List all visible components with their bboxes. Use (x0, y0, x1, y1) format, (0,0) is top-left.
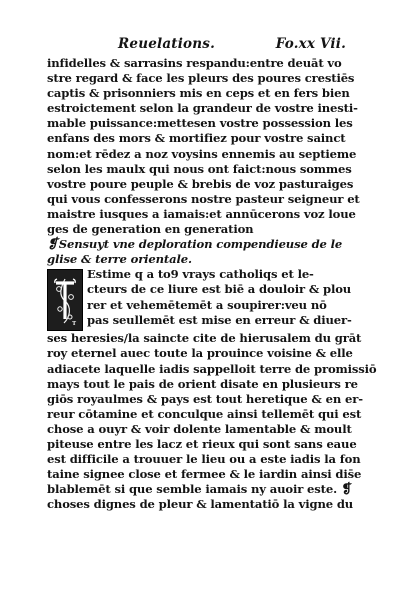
text-line: mable puissance:mettesen vostre possession les (47, 116, 353, 131)
folio-number: Fo.xx Vii. (275, 36, 346, 52)
text-line: Estime q a to9 vrays catholiqs et le- (87, 267, 314, 282)
text-line: piteuse entre les lacz et rieux qui sont sans eaue (47, 436, 357, 451)
text-line: taine signee close et fermee & le iardin ainsi dis̄e (47, 467, 362, 482)
text-line: giōs royaulmes & pays est tout heretique & en er- (47, 391, 363, 406)
text-line: rer et vehemētemēt a soupirer:veu nō (87, 297, 327, 312)
text-line: reur cōtamine et conculque ainsi tellemēt qui est (47, 406, 362, 421)
decorated-initial-icon (47, 269, 83, 331)
text-line: qui vous confesserons nostre pasteur seigneur et (47, 191, 360, 206)
text-line: ges de generation en generation (47, 222, 254, 237)
paragraph-1 (47, 56, 360, 237)
pilcrow-icon: ❡ (47, 237, 58, 253)
text-line: maistre iusques a iamais:et annūcerons voz loue (47, 206, 356, 221)
running-title: Reuelations. (118, 36, 215, 52)
text-line: nom:et rēdez a noz voysins ennemis au septieme (47, 146, 357, 161)
paragraph-2 (47, 267, 377, 512)
running-header (118, 36, 346, 52)
text-line: mays tout le pais de orient disate en plusieurs re (47, 376, 358, 391)
text-line: captis & prisonniers mis en ceps et en fers bien (47, 86, 350, 101)
pilcrow-icon: ❡ (336, 482, 353, 498)
text-line: estroictement selon la grandeur de vostre inesti- (47, 101, 358, 116)
drop-initial-letter: T (72, 321, 76, 328)
text-line: chose a ouyr & voir dolente lamentable & moult (47, 421, 352, 436)
text-line: cteurs de ce liure est biē a douloir & plou (87, 282, 352, 297)
text-line: est difficile a trouuer le lieu ou a este iadis la fon (47, 452, 361, 467)
text-line: roy eternel auec toute la prouince voisine & elle (47, 346, 353, 361)
text-line: enfans des mors & mortifiez pour vostre sainct (47, 131, 346, 146)
text-line: stre regard & face les pleurs des poures crestiēs (47, 71, 355, 86)
text-line: blablemēt si que semble iamais ny auoir este. (47, 482, 337, 497)
text-line: vostre poure peuple & brebis de voz pasturaiges (47, 176, 354, 191)
text-block (47, 56, 377, 512)
text-line: infidelles & sarrasins respandu:entre deuāt vo (47, 56, 342, 70)
text-line: selon les maulx qui nous ont faict:nous sommes (47, 161, 352, 176)
floral-initial-t-icon (50, 273, 80, 327)
text-line: choses dignes de pleur & lamentatiō la vigne du (47, 497, 354, 512)
text-line: pas seullemēt est mise en erreur & diuer- (87, 312, 352, 327)
section-title-line: Sensuyt vne deploration compendieuse de le (58, 237, 343, 252)
section-title-line: glise & terre orientale. (47, 252, 192, 267)
text-line: adiacete laquelle iadis sappelloit terre de promissiō (47, 361, 377, 376)
text-line: ses heresies/la saincte cite de hierusalem du grāt (47, 331, 362, 346)
section-heading (47, 237, 347, 267)
